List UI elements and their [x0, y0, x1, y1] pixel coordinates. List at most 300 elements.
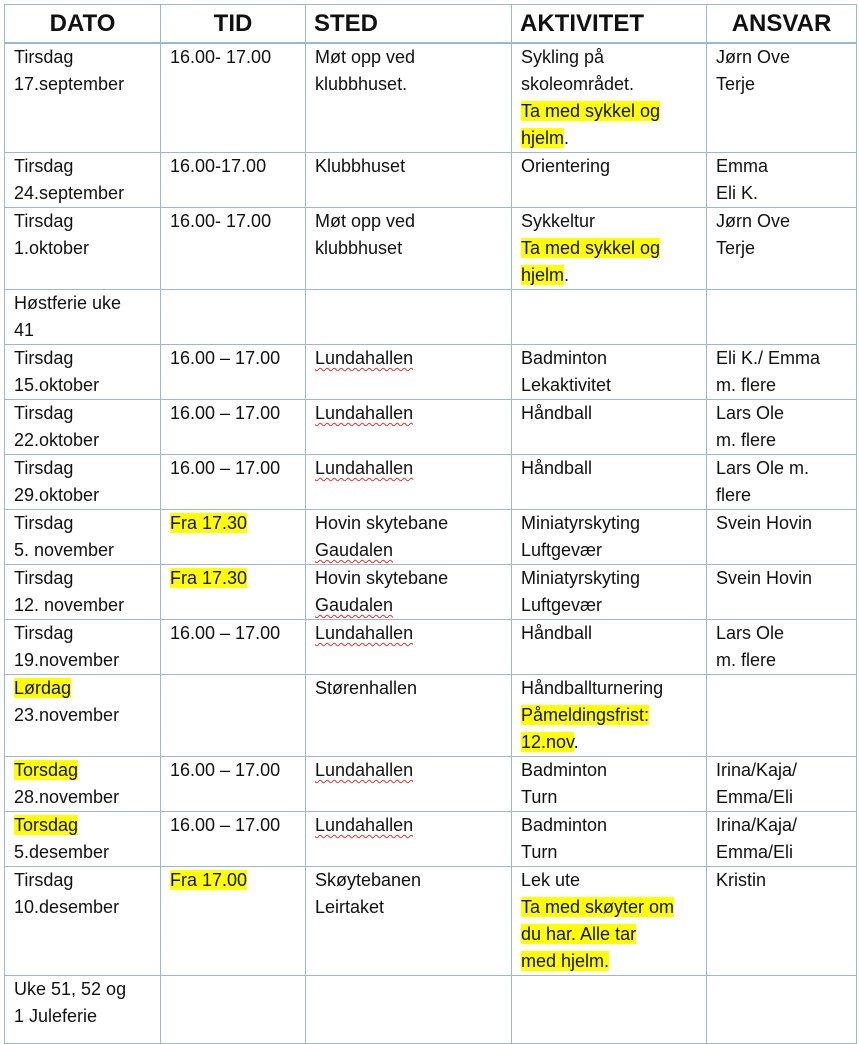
cell-tid [161, 400, 306, 455]
cell-line [14, 839, 154, 866]
cell-line [716, 812, 850, 839]
cell-aktivitet [512, 153, 707, 208]
cell-line [14, 455, 154, 482]
cell-text: 16.00 – 17.00 [170, 348, 281, 368]
cell-line [14, 675, 154, 702]
cell-text: Høstferie uke [14, 293, 122, 313]
cell-text: Eli K. [716, 183, 759, 203]
cell-sted [306, 510, 512, 565]
cell-text: Irina/Kaja/ [716, 815, 798, 835]
header-tid: TID [161, 5, 306, 44]
cell-aktivitet [512, 757, 707, 812]
cell-line [521, 455, 700, 482]
table-row [5, 620, 857, 675]
cell-line [14, 290, 154, 317]
cell-text: Emma/Eli [716, 842, 794, 862]
table-row [5, 400, 857, 455]
cell-line [14, 317, 154, 344]
cell-aktivitet [512, 345, 707, 400]
cell-line [716, 44, 850, 71]
cell-text: Lars Ole m. [716, 458, 810, 478]
cell-ansvar [707, 757, 857, 812]
cell-sted [306, 976, 512, 1044]
cell-aktivitet [512, 675, 707, 757]
header-sted: STED [306, 5, 512, 44]
cell-line [716, 372, 850, 399]
cell-line [14, 894, 154, 921]
cell-ansvar [707, 976, 857, 1044]
cell-line [521, 372, 700, 399]
cell-tid [161, 976, 306, 1044]
cell-text: 16.00-17.00 [170, 156, 267, 176]
table-row [5, 153, 857, 208]
cell-line [521, 784, 700, 811]
cell-line [170, 455, 299, 482]
cell-text: 16.00- 17.00 [170, 47, 272, 67]
cell-line [315, 153, 505, 180]
cell-line [716, 482, 850, 509]
cell-text: Møt opp ved [315, 47, 416, 67]
cell-line [521, 592, 700, 619]
cell-ansvar [707, 153, 857, 208]
cell-line [170, 867, 299, 894]
cell-text: Jørn Ove [716, 211, 791, 231]
cell-text: Hovin skytebane [315, 568, 449, 588]
cell-line [716, 647, 850, 674]
cell-line [716, 180, 850, 207]
cell-line [315, 620, 505, 647]
cell-text: Lundahallen [315, 403, 414, 423]
cell-text: flere [716, 485, 752, 505]
cell-tid [161, 43, 306, 153]
cell-text: Tirsdag [14, 870, 74, 890]
cell-line [315, 510, 505, 537]
cell-text: Møt opp ved [315, 211, 416, 231]
cell-text: Tirsdag [14, 156, 74, 176]
cell-line [521, 565, 700, 592]
cell-text: Lars Ole [716, 403, 785, 423]
cell-line [521, 675, 700, 702]
cell-line [14, 71, 154, 98]
cell-line [716, 427, 850, 454]
cell-line [521, 44, 700, 71]
cell-line [521, 757, 700, 784]
cell-line [716, 71, 850, 98]
cell-text: Lars Ole [716, 623, 785, 643]
cell-text: Miniatyrskyting [521, 568, 641, 588]
cell-line [521, 702, 700, 729]
cell-text: 29.oktober [14, 485, 100, 505]
cell-line [521, 867, 700, 894]
cell-line [521, 620, 700, 647]
cell-line [14, 976, 154, 1003]
cell-line [14, 372, 154, 399]
cell-text: m. flere [716, 430, 777, 450]
cell-text: 12. november [14, 595, 125, 615]
cell-text: Terje [716, 238, 756, 258]
highlighted-text: Lørdag [14, 678, 72, 698]
cell-text: Lundahallen [315, 623, 414, 643]
cell-line [14, 647, 154, 674]
cell-line [170, 812, 299, 839]
cell-line [14, 44, 154, 71]
cell-line [315, 44, 505, 71]
cell-line [521, 537, 700, 564]
cell-ansvar [707, 620, 857, 675]
table-row [5, 290, 857, 345]
cell-text: Luftgevær [521, 540, 603, 560]
cell-dato [5, 675, 161, 757]
cell-line [14, 592, 154, 619]
cell-line [170, 345, 299, 372]
header-ansvar: ANSVAR [707, 5, 857, 44]
cell-sted [306, 208, 512, 290]
cell-line [521, 921, 700, 948]
cell-text: 24.september [14, 183, 125, 203]
cell-ansvar [707, 565, 857, 620]
cell-text: Tirsdag [14, 568, 74, 588]
cell-line [14, 400, 154, 427]
cell-text: Håndball [521, 403, 593, 423]
cell-text: Lundahallen [315, 348, 414, 368]
cell-text: 16.00 – 17.00 [170, 458, 281, 478]
cell-line [14, 427, 154, 454]
cell-sted [306, 43, 512, 153]
cell-text: 15.oktober [14, 375, 100, 395]
cell-text: Luftgevær [521, 595, 603, 615]
cell-line [170, 44, 299, 71]
cell-dato [5, 208, 161, 290]
cell-line [315, 757, 505, 784]
cell-line [14, 482, 154, 509]
cell-text: Lundahallen [315, 458, 414, 478]
cell-text-suffix: . [564, 265, 570, 285]
cell-line [170, 510, 299, 537]
cell-line [315, 400, 505, 427]
cell-text: Tirsdag [14, 513, 74, 533]
cell-text: Håndball [521, 623, 593, 643]
cell-line [315, 71, 505, 98]
cell-ansvar [707, 290, 857, 345]
cell-line [521, 125, 700, 152]
cell-aktivitet [512, 510, 707, 565]
cell-text: Tirsdag [14, 47, 74, 67]
table-row [5, 455, 857, 510]
cell-line [170, 620, 299, 647]
cell-text: Gaudalen [315, 540, 394, 560]
cell-line [170, 400, 299, 427]
cell-ansvar [707, 510, 857, 565]
cell-text: Tirsdag [14, 623, 74, 643]
cell-tid [161, 290, 306, 345]
cell-text: Emma/Eli [716, 787, 794, 807]
highlighted-text: Ta med skøyter om [521, 897, 675, 917]
cell-line [14, 812, 154, 839]
cell-dato [5, 290, 161, 345]
cell-line [170, 565, 299, 592]
cell-line [14, 537, 154, 564]
cell-line [315, 345, 505, 372]
cell-text: 16.00 – 17.00 [170, 815, 281, 835]
highlighted-text: Ta med sykkel og [521, 101, 661, 121]
cell-line [14, 208, 154, 235]
cell-text: 19.november [14, 650, 120, 670]
table-row [5, 867, 857, 976]
cell-text: Klubbhuset [315, 156, 406, 176]
cell-aktivitet [512, 620, 707, 675]
schedule-table [4, 4, 857, 1044]
cell-text: 41 [14, 320, 35, 340]
highlighted-text: Torsdag [14, 760, 79, 780]
cell-text: 1 Juleferie [14, 1006, 98, 1026]
cell-line [315, 592, 505, 619]
table-row [5, 510, 857, 565]
cell-text: Lek ute [521, 870, 581, 890]
table-row [5, 565, 857, 620]
cell-sted [306, 675, 512, 757]
cell-line [14, 153, 154, 180]
highlighted-text: du har. Alle tar [521, 924, 637, 944]
cell-dato [5, 43, 161, 153]
cell-text: Tirsdag [14, 403, 74, 423]
cell-aktivitet [512, 455, 707, 510]
cell-dato [5, 620, 161, 675]
cell-text: 16.00 – 17.00 [170, 760, 281, 780]
cell-line [521, 345, 700, 372]
highlighted-text: Fra 17.30 [170, 568, 248, 588]
cell-text: Svein Hovin [716, 513, 813, 533]
cell-line [716, 784, 850, 811]
cell-text: skoleområdet. [521, 74, 635, 94]
header-dato: DATO [5, 5, 161, 44]
cell-tid [161, 757, 306, 812]
cell-ansvar [707, 43, 857, 153]
cell-sted [306, 757, 512, 812]
cell-line [521, 729, 700, 756]
cell-text: Tirsdag [14, 348, 74, 368]
cell-line [521, 948, 700, 975]
cell-sted [306, 620, 512, 675]
cell-sted [306, 400, 512, 455]
cell-text: Badminton [521, 815, 608, 835]
cell-line [521, 153, 700, 180]
cell-line [315, 208, 505, 235]
cell-text-suffix: . [573, 732, 579, 752]
cell-line [716, 235, 850, 262]
cell-line [315, 812, 505, 839]
cell-line [716, 867, 850, 894]
table-row [5, 757, 857, 812]
cell-sted [306, 867, 512, 976]
header-row [5, 5, 857, 44]
cell-line [170, 153, 299, 180]
cell-ansvar [707, 455, 857, 510]
cell-aktivitet [512, 290, 707, 345]
cell-text: Emma [716, 156, 769, 176]
cell-line [14, 565, 154, 592]
table-row [5, 812, 857, 867]
highlighted-text: Fra 17.00 [170, 870, 248, 890]
cell-text: Størenhallen [315, 678, 418, 698]
cell-text: 28.november [14, 787, 120, 807]
highlighted-text: Fra 17.30 [170, 513, 248, 533]
cell-line [14, 867, 154, 894]
cell-text: Tirsdag [14, 211, 74, 231]
cell-line [14, 235, 154, 262]
cell-line [14, 180, 154, 207]
cell-line [315, 894, 505, 921]
cell-line [14, 345, 154, 372]
cell-line [521, 839, 700, 866]
cell-line [521, 510, 700, 537]
cell-line [521, 98, 700, 125]
cell-text: Turn [521, 842, 558, 862]
cell-dato [5, 400, 161, 455]
cell-text: Lundahallen [315, 815, 414, 835]
cell-text: 5.desember [14, 842, 110, 862]
cell-tid [161, 455, 306, 510]
cell-dato [5, 510, 161, 565]
cell-text: m. flere [716, 650, 777, 670]
cell-line [716, 400, 850, 427]
cell-ansvar [707, 400, 857, 455]
cell-tid [161, 208, 306, 290]
cell-aktivitet [512, 400, 707, 455]
cell-line [14, 1003, 154, 1030]
cell-line [521, 812, 700, 839]
cell-text: Uke 51, 52 og [14, 979, 127, 999]
table-row [5, 345, 857, 400]
highlighted-text: Ta med sykkel og [521, 238, 661, 258]
highlighted-text: Torsdag [14, 815, 79, 835]
highlighted-text: 12.nov [521, 732, 574, 752]
cell-line [716, 839, 850, 866]
cell-line [716, 565, 850, 592]
cell-tid [161, 565, 306, 620]
cell-line [521, 262, 700, 289]
cell-line [716, 153, 850, 180]
cell-text: Eli K./ Emma [716, 348, 821, 368]
cell-text: Skøytebanen [315, 870, 422, 890]
table-row [5, 43, 857, 153]
cell-line [14, 702, 154, 729]
cell-line [716, 208, 850, 235]
cell-text: Jørn Ove [716, 47, 791, 67]
cell-dato [5, 455, 161, 510]
cell-ansvar [707, 675, 857, 757]
cell-dato [5, 757, 161, 812]
cell-sted [306, 153, 512, 208]
cell-aktivitet [512, 208, 707, 290]
cell-text: 23.november [14, 705, 120, 725]
cell-tid [161, 867, 306, 976]
cell-text: Badminton [521, 348, 608, 368]
cell-line [315, 537, 505, 564]
cell-text: Kristin [716, 870, 767, 890]
cell-text: 17.september [14, 74, 125, 94]
cell-text: Hovin skytebane [315, 513, 449, 533]
cell-line [315, 675, 505, 702]
highlighted-text: Påmeldingsfrist: [521, 705, 650, 725]
cell-tid [161, 812, 306, 867]
cell-dato [5, 867, 161, 976]
cell-tid [161, 675, 306, 757]
cell-line [14, 510, 154, 537]
cell-dato [5, 565, 161, 620]
cell-line [521, 208, 700, 235]
cell-text: Leirtaket [315, 897, 385, 917]
cell-line [14, 784, 154, 811]
cell-aktivitet [512, 565, 707, 620]
cell-line [315, 455, 505, 482]
cell-text: Lekaktivitet [521, 375, 612, 395]
cell-line [716, 757, 850, 784]
cell-line [716, 620, 850, 647]
cell-line [14, 757, 154, 784]
cell-text: Håndball [521, 458, 593, 478]
cell-tid [161, 345, 306, 400]
cell-line [170, 757, 299, 784]
cell-text: Svein Hovin [716, 568, 813, 588]
cell-dato [5, 812, 161, 867]
cell-text: klubbhuset. [315, 74, 408, 94]
cell-ansvar [707, 208, 857, 290]
cell-line [716, 455, 850, 482]
cell-text: 16.00 – 17.00 [170, 403, 281, 423]
highlighted-text: hjelm [521, 265, 565, 285]
cell-dato [5, 153, 161, 208]
cell-text-suffix: . [564, 128, 570, 148]
cell-line [315, 235, 505, 262]
cell-tid [161, 620, 306, 675]
cell-text: 22.oktober [14, 430, 100, 450]
cell-aktivitet [512, 812, 707, 867]
highlighted-text: med hjelm. [521, 951, 610, 971]
cell-text: Irina/Kaja/ [716, 760, 798, 780]
cell-text: Sykling på [521, 47, 605, 67]
cell-sted [306, 455, 512, 510]
cell-dato [5, 345, 161, 400]
cell-sted [306, 565, 512, 620]
cell-text: 10.desember [14, 897, 120, 917]
cell-text: 5. november [14, 540, 115, 560]
cell-sted [306, 290, 512, 345]
cell-text: 1.oktober [14, 238, 90, 258]
cell-line [14, 620, 154, 647]
cell-sted [306, 812, 512, 867]
highlighted-text: hjelm [521, 128, 565, 148]
cell-ansvar [707, 867, 857, 976]
header-aktivitet: AKTIVITET [512, 5, 707, 44]
cell-ansvar [707, 345, 857, 400]
cell-text: Terje [716, 74, 756, 94]
cell-line [716, 345, 850, 372]
cell-text: Tirsdag [14, 458, 74, 478]
cell-line [521, 235, 700, 262]
cell-text: 16.00- 17.00 [170, 211, 272, 231]
cell-aktivitet [512, 43, 707, 153]
cell-tid [161, 153, 306, 208]
cell-sted [306, 345, 512, 400]
cell-line [521, 894, 700, 921]
cell-line [315, 565, 505, 592]
cell-text: 16.00 – 17.00 [170, 623, 281, 643]
cell-line [521, 400, 700, 427]
cell-line [521, 71, 700, 98]
cell-text: klubbhuset [315, 238, 403, 258]
cell-text: Gaudalen [315, 595, 394, 615]
cell-dato [5, 976, 161, 1044]
